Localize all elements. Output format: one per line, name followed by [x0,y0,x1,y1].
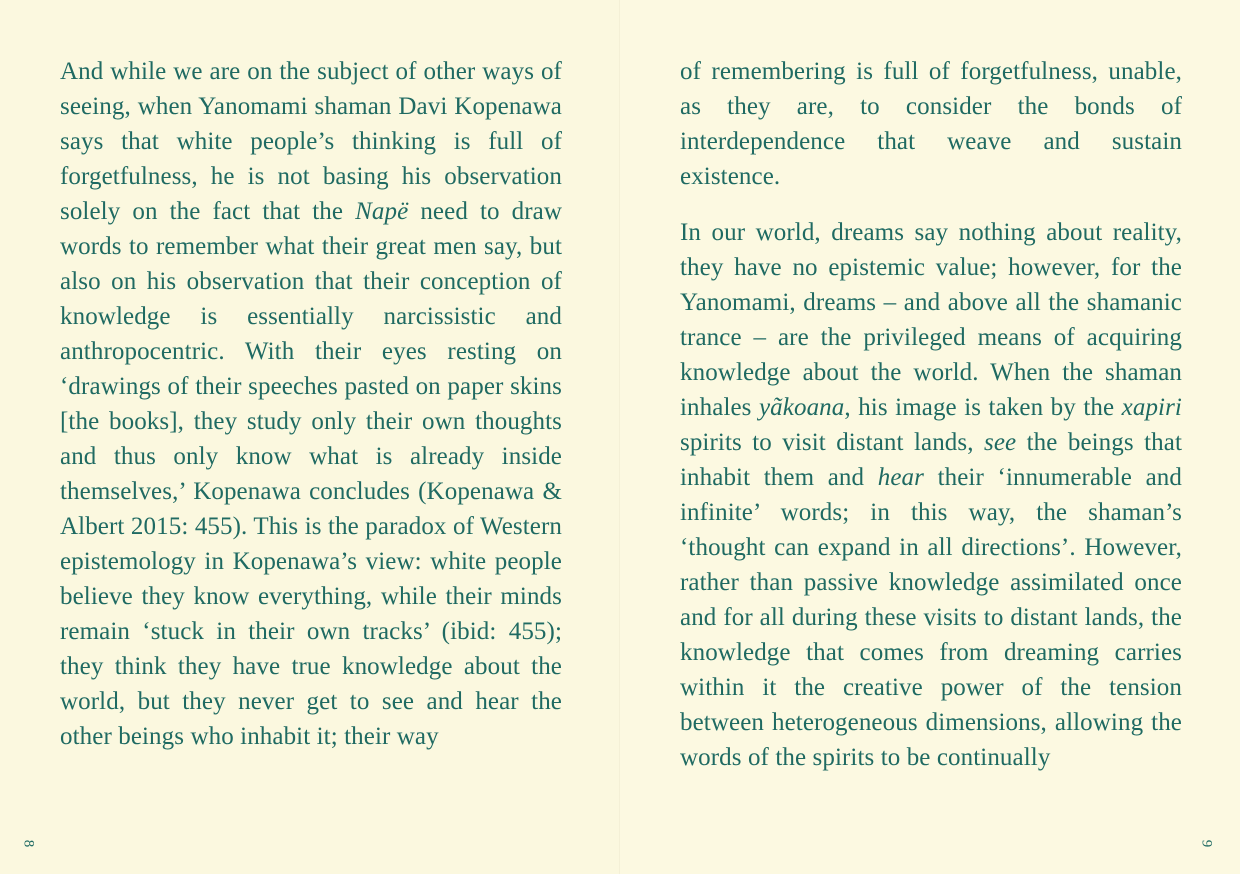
page-number-right: 9 [1198,839,1215,848]
left-paragraph-1 [60,54,562,754]
right-paragraph-2-part-2: , his image is taken by the [844,394,1122,421]
right-paragraph-2-part-5: their ‘innumerable and infinite’ words; in this way, the shaman’s ‘thought can expand in all directions’. However, rather than passive knowledge assimilated once and for all during these visits to distant lands, the knowledge that comes from dreaming carries within it the creative power of the tension between heterogeneous dimensions, allowing the words of the spirits to be continually [680,464,1182,771]
right-paragraph-2-part-3: spirits to visit distant lands, [680,429,984,456]
right-paragraph-2-italic-see: see [983,429,1017,456]
right-paragraph-2-part-1: In our world, dreams say nothing about reality, they have no epistemic value; however, for the Yanomami, dreams – and above all the shamanic trance – are the privileged means of acquiring knowledge about the world. When the shaman inhales [680,219,1182,421]
left-page-text [60,54,562,754]
left-paragraph-1-italic-nape: Napë [355,198,409,225]
right-paragraph-2-italic-yakoana: yãkoana [758,394,845,421]
left-paragraph-1-part-2: need to draw words to remember what their great men say, but also on his observation that their conception of knowledge is essentially narcissistic and anthropocentric. With their eyes resting on ‘drawings of their speeches pasted on paper skins [the books], they study only their own thoughts and thus only know what is already inside themselves,’ Kopenawa concludes (Kopenawa & Albert 2015: 455). This is the paradox of Western epistemology in Kopenawa’s view: white people believe they know everything, while their minds remain ‘stuck in their own tracks’ (ibid: 455); they think they have true knowledge about the world, but they never get to see and hear the other beings who inhabit it; their way [60,198,562,750]
right-page [620,0,1240,874]
right-paragraph-2 [680,215,1182,775]
page-number-left: 8 [20,839,37,848]
right-paragraph-2-part-4: the beings that inhabit them and [680,429,1182,491]
right-paragraph-1: of remembering is full of forgetfulness, unable, as they are, to consider the bonds of interdependence that weave and sustain existence. [680,58,1182,190]
right-paragraph-2-italic-xapiri: xapiri [1121,394,1182,421]
right-paragraph-2-italic-hear: hear [877,464,924,491]
left-paragraph-1-part-1: And while we are on the subject of other ways of seeing, when Yanomami shaman Davi Kopenawa says that white people’s thinking is full of forgetfulness, he is not basing his observation solely on the fact that the [60,58,562,225]
right-page-text [680,54,1182,775]
